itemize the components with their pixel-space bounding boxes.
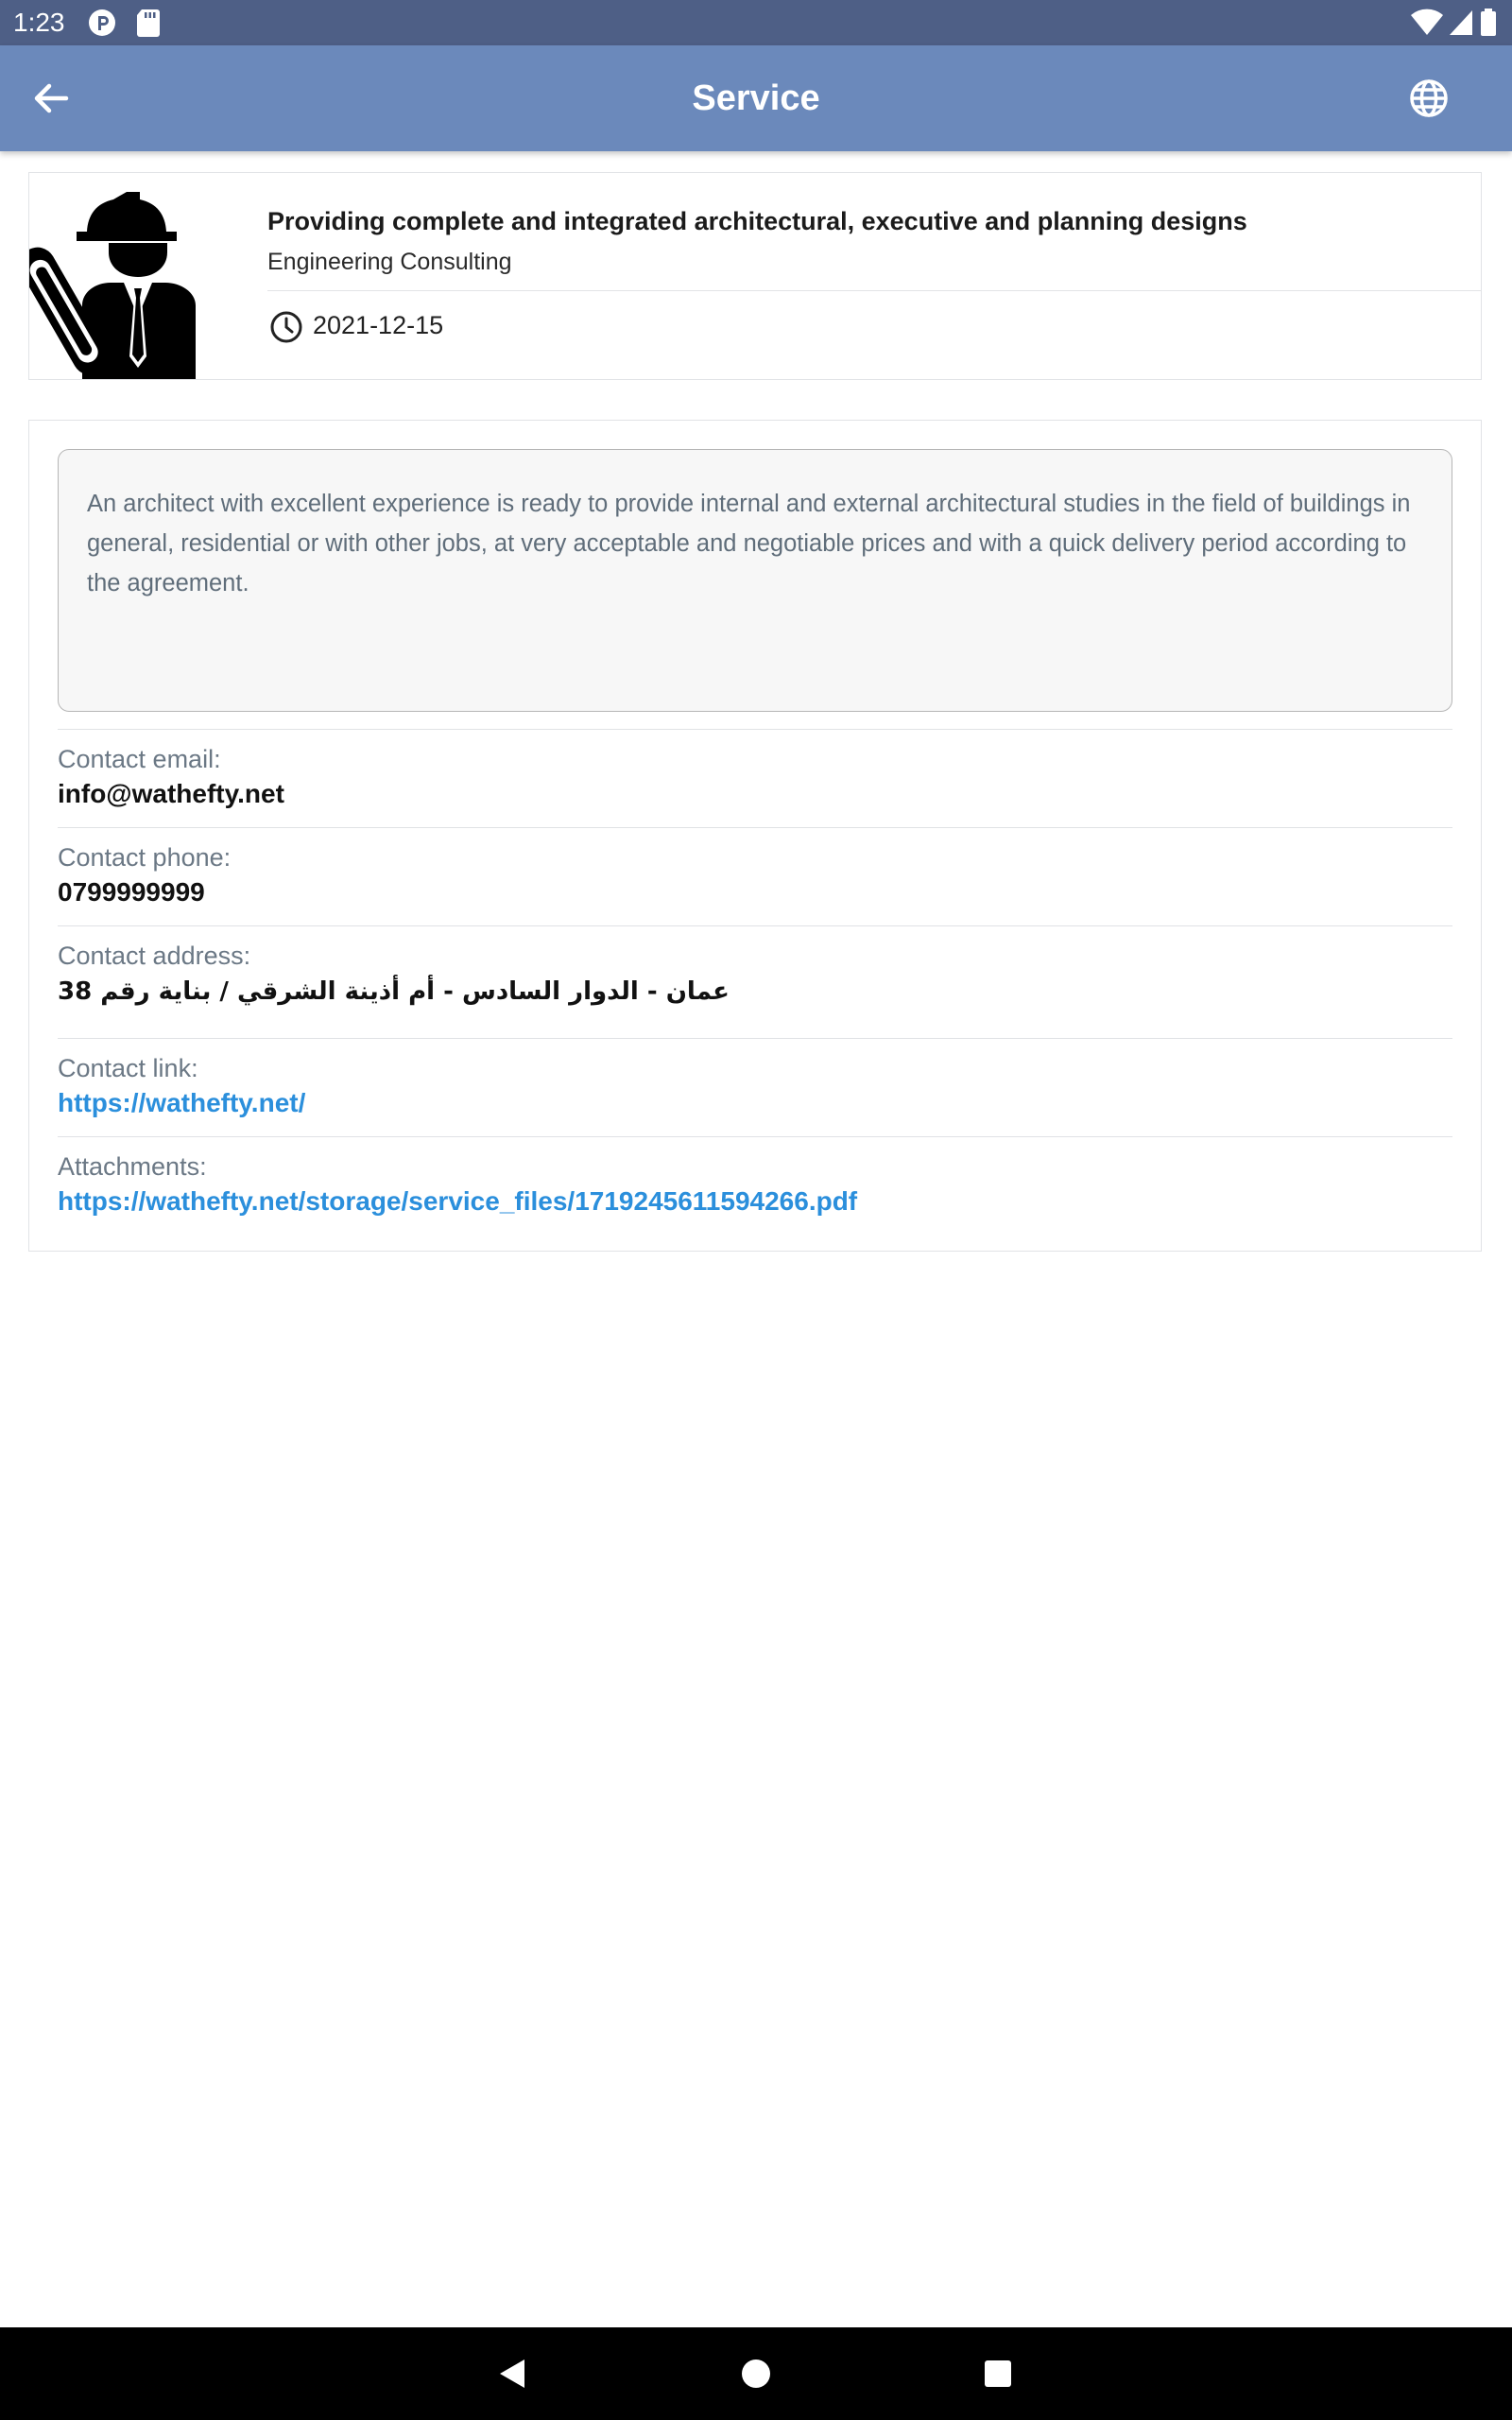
- service-category: Engineering Consulting: [267, 249, 512, 275]
- nav-back-button[interactable]: [496, 2358, 528, 2390]
- divider: [267, 290, 1481, 291]
- contact-phone-value: 0799999999: [58, 877, 205, 907]
- notification-p-icon: [88, 9, 116, 37]
- app-bar: [0, 45, 1512, 151]
- back-button[interactable]: [23, 76, 83, 121]
- attachments-label: Attachments:: [58, 1152, 207, 1181]
- wifi-icon: [1410, 9, 1444, 37]
- attachment-link[interactable]: https://wathefty.net/storage/service_files/1719245611594266.pdf: [58, 1186, 858, 1216]
- clock-icon: [267, 308, 305, 346]
- nav-home-button[interactable]: [740, 2358, 772, 2390]
- status-bar: [0, 0, 1512, 45]
- battery-icon: [1480, 9, 1497, 37]
- contact-address-label: Contact address:: [58, 942, 251, 970]
- attachments-row: [58, 1136, 1452, 1236]
- sd-card-icon: [136, 9, 161, 37]
- arrow-back-icon: [23, 76, 83, 121]
- language-button[interactable]: [1402, 76, 1455, 121]
- service-date: 2021-12-15: [313, 311, 444, 339]
- contact-link-row: [58, 1038, 1452, 1137]
- status-time: 1:23: [13, 8, 65, 37]
- service-title: Providing complete and integrated architectural, executive and planning designs: [267, 207, 1247, 235]
- contact-email-value: info@wathefty.net: [58, 779, 284, 808]
- globe-icon: [1402, 76, 1455, 121]
- contact-link-label: Contact link:: [58, 1054, 198, 1082]
- contact-email-label: Contact email:: [58, 745, 221, 773]
- service-header-card: [28, 172, 1482, 380]
- engineer-icon: [29, 173, 239, 379]
- page-title: Service: [692, 78, 820, 118]
- signal-icon: [1448, 9, 1474, 37]
- contact-phone-row: [58, 827, 1452, 926]
- contact-link[interactable]: https://wathefty.net/: [58, 1088, 306, 1117]
- nav-recents-button[interactable]: [982, 2358, 1014, 2390]
- service-details-card: [28, 420, 1482, 1252]
- description-text: An architect with excellent experience is ready to provide internal and external architectural studies in the field of buildings in general, residential or with other jobs, at very acceptable and negotiable prices and with a quick delivery period according to the agreement.: [58, 449, 1452, 712]
- contact-address-value: عمان - الدوار السادس - أم أذينة الشرقي / بناية رقم 38: [58, 977, 730, 1006]
- contact-address-row: [58, 925, 1452, 1039]
- navigation-bar: [0, 2327, 1512, 2420]
- contact-phone-label: Contact phone:: [58, 843, 232, 872]
- contact-email-row: [58, 729, 1452, 828]
